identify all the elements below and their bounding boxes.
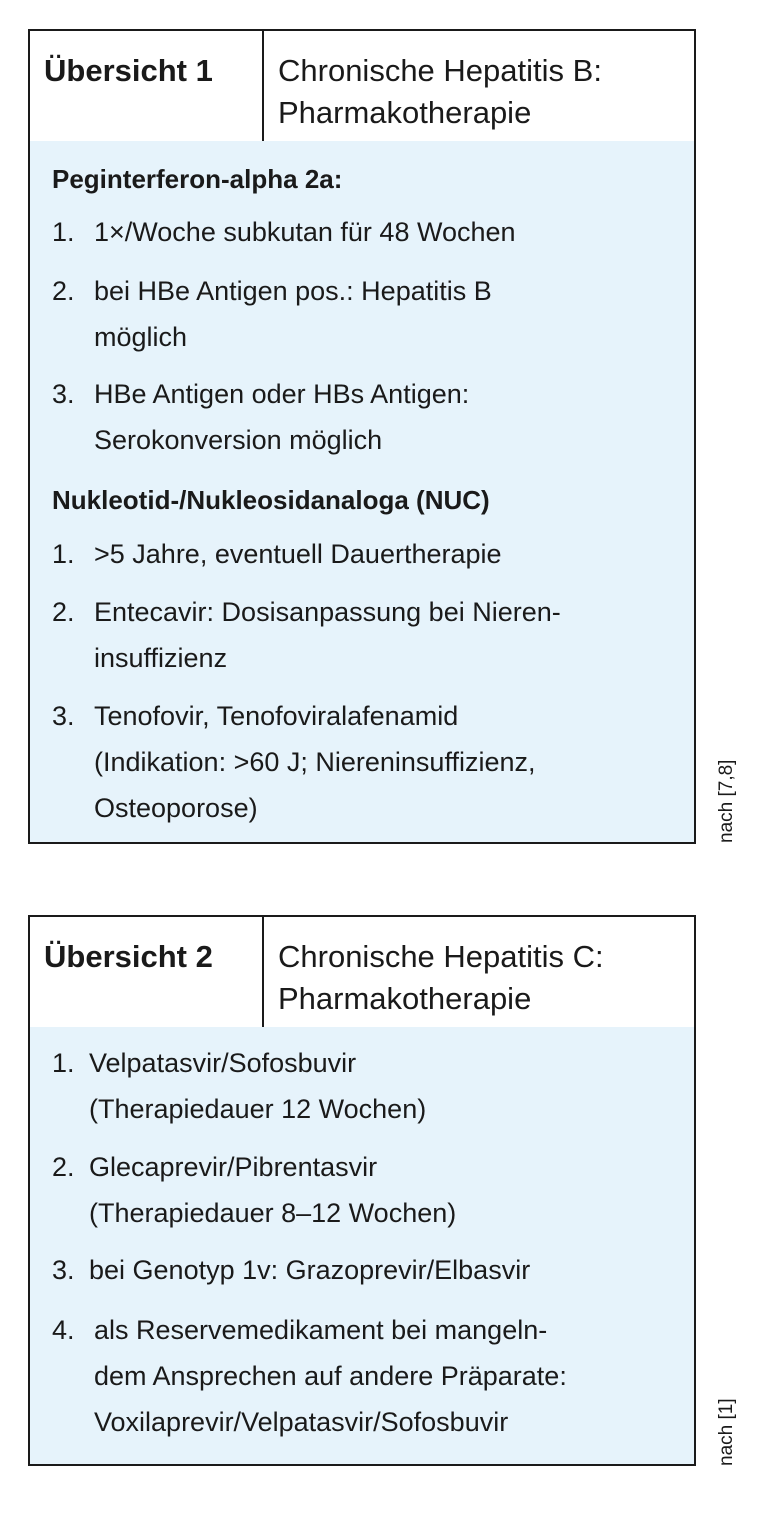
list-item-number: 2. <box>52 1152 75 1182</box>
list-item-line: möglich <box>94 322 188 352</box>
overview-2-content <box>30 1027 694 1464</box>
list-item-line: bei HBe Antigen pos.: Hepatitis B <box>94 276 492 306</box>
list-item-line: bei Genotyp 1v: Grazoprevir/Elbasvir <box>89 1255 531 1285</box>
list-item-line: >5 Jahre, eventuell Dauertherapie <box>94 539 502 569</box>
list-item-text <box>94 589 674 681</box>
overview-1-box <box>28 29 696 844</box>
list-item-number: 3. <box>52 1255 75 1285</box>
list-item-line: als Reservemedikament bei mangeln- <box>94 1315 548 1345</box>
list-item-line: Entecavir: Dosisanpassung bei Nieren- <box>94 597 561 627</box>
list-item-number: 2. <box>52 597 75 627</box>
list-item-number: 1. <box>52 1048 75 1078</box>
list-item-text <box>94 531 674 577</box>
list-item-number: 1. <box>52 217 75 247</box>
list-item-number: 3. <box>52 379 75 409</box>
list-item-line: (Indikation: >60 J; Niereninsuffizienz, <box>94 747 536 777</box>
overview-2-header <box>30 917 694 1029</box>
list-item-line: Velpatasvir/Sofosbuvir <box>89 1048 357 1078</box>
overview-2-title-line: Chronische Hepatitis C: <box>278 939 604 974</box>
list-item-text <box>94 209 674 255</box>
list-item-text <box>94 1307 674 1445</box>
overview-1-title-line: Chronische Hepatitis B: <box>278 53 602 88</box>
list-item-text <box>94 268 674 360</box>
list-item-line: insuffizienz <box>94 643 228 673</box>
list-item-line: HBe Antigen oder HBs Antigen: <box>94 379 470 409</box>
list-item-line: (Therapiedauer 8–12 Wochen) <box>89 1198 457 1228</box>
list-item-text <box>89 1040 674 1132</box>
list-item-line: Tenofovir, Tenofoviralafenamid <box>94 701 459 731</box>
list-item-text <box>94 693 674 831</box>
overview-2-source: nach [1] <box>716 1398 737 1466</box>
overview-2-title <box>264 917 604 1027</box>
overview-2-title-line: Pharmakotherapie <box>278 981 532 1016</box>
overview-1-title <box>264 31 602 141</box>
list-item-line: dem Ansprechen auf andere Präparate: <box>94 1361 567 1391</box>
list-item-text <box>89 1144 674 1236</box>
nuc-heading: Nukleotid-/Nukleosidanaloga (NUC) <box>52 485 490 515</box>
overview-2-box <box>28 915 696 1466</box>
list-item-line: (Therapiedauer 12 Wochen) <box>89 1094 427 1124</box>
list-item-number: 2. <box>52 276 75 306</box>
list-item-number: 3. <box>52 701 75 731</box>
list-item-number: 4. <box>52 1315 75 1345</box>
list-item-line: Serokonversion möglich <box>94 425 383 455</box>
overview-2-label: Übersicht 2 <box>30 917 264 1027</box>
overview-1-label: Übersicht 1 <box>30 31 264 141</box>
list-item-line: Glecaprevir/Pibrentasvir <box>89 1152 378 1182</box>
peginterferon-heading: Peginterferon-alpha 2a: <box>52 164 343 194</box>
overview-1-title-line: Pharmakotherapie <box>278 95 532 130</box>
overview-1-header <box>30 31 694 143</box>
list-item-line: Osteoporose) <box>94 793 258 823</box>
list-item-line: Voxilaprevir/Velpatasvir/Sofosbuvir <box>94 1407 509 1437</box>
list-item-line: 1×/Woche subkutan für 48 Wochen <box>94 217 516 247</box>
overview-1-content <box>30 141 694 842</box>
list-item-text <box>94 371 674 463</box>
list-item-number: 1. <box>52 539 75 569</box>
list-item-text <box>89 1247 674 1293</box>
overview-1-source: nach [7,8] <box>716 759 737 843</box>
